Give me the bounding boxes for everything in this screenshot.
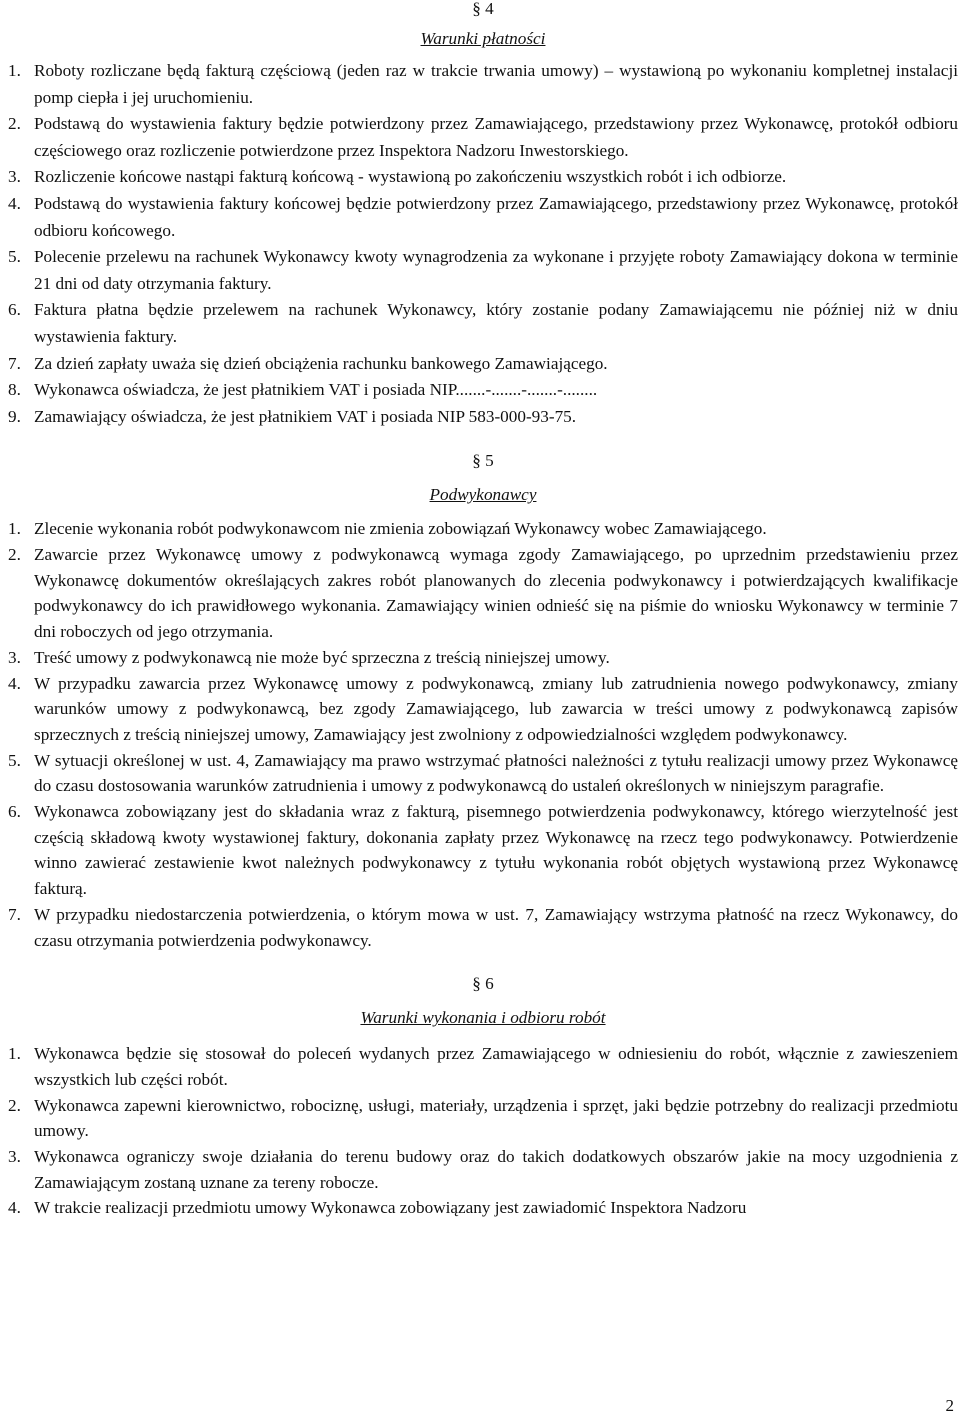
clause-item: [8, 404, 958, 431]
paragraph-sign: § 5: [472, 451, 494, 471]
page-number: 2: [945, 1396, 954, 1415]
clause-item: [8, 111, 958, 164]
clause-number: 1.: [8, 1044, 21, 1064]
clause-text: Zamawiający oświadcza, że jest płatnikiem VAT i posiada NIP 583-000-93-75.: [34, 406, 577, 426]
clause-text: Zawarcie przez Wykonawcę umowy z podwykonawcą wymaga zgody Zamawiającego, po uprzednim przedstawieniu przez Wykonawcę dokumentów określających zakres robót planowanych do zlecenia podwykonawcy i potwierdzających kwalifikacje podwykonawcy do ich prawidłowego wykonania. Zamawiający winien odnieść się na piśmie do wniosku Wykonawcy w terminie 7 dni roboczych od jego otrzymania.: [34, 545, 958, 642]
clause-number: 6.: [8, 802, 21, 822]
clause-item: [8, 377, 958, 404]
clause-item: [8, 58, 958, 111]
clause-text: Rozliczenie końcowe nastąpi fakturą końcową - wystawioną po zakończeniu wszystkich robót i ich odbiorze.: [34, 167, 787, 187]
section-6-header: [8, 971, 958, 1031]
clause-item: [8, 748, 958, 799]
clause-item: [8, 516, 958, 542]
clause-number: 5.: [8, 247, 21, 267]
clause-number: 1.: [8, 61, 21, 80]
clause-item: [8, 164, 958, 191]
clause-item: [8, 671, 958, 748]
clause-text: Polecenie przelewu na rachunek Wykonawcy kwoty wynagrodzenia za wykonane i przyjęte roboty Zamawiający dokona w terminie 21 dni od daty otrzymania faktury.: [34, 247, 958, 293]
clause-text: Zlecenie wykonania robót podwykonawcom nie zmienia zobowiązań Wykonawcy wobec Zamawiającego.: [34, 519, 767, 539]
clause-number: 2.: [8, 114, 21, 134]
section-title: Warunki wykonania i odbioru robót: [360, 1008, 606, 1028]
clause-number: 3.: [8, 647, 21, 667]
clause-item: [8, 1093, 958, 1144]
clause-item: [8, 1041, 958, 1092]
clause-text: Treść umowy z podwykonawcą nie może być sprzeczna z treścią niniejszej umowy.: [34, 647, 610, 667]
clause-text: Wykonawca oświadcza, że jest płatnikiem VAT i posiada NIP.......-.......-.......-........: [34, 380, 598, 400]
clause-text: Podstawą do wystawienia faktury będzie potwierdzony przez Zamawiającego, przedstawiony przez Wykonawcę, protokół odbioru częściowego oraz rozliczenie potwierdzone przez Inspektora Nadzoru Inwestorskiego.: [34, 114, 958, 160]
clause-number: 7.: [8, 353, 21, 373]
clause-text: Za dzień zapłaty uważa się dzień obciążenia rachunku bankowego Zamawiającego.: [34, 353, 608, 373]
clause-number: 2.: [8, 1095, 21, 1115]
clause-list: [8, 58, 958, 430]
paragraph-sign: § 6: [472, 974, 494, 994]
clause-item: [8, 191, 958, 244]
clause-item: [8, 645, 958, 671]
section-6: [8, 971, 958, 1221]
clause-text: W przypadku niedostarczenia potwierdzenia, o którym mowa w ust. 7, Zamawiający wstrzyma płatność na rzecz Wykonawcy, do czasu otrzymania potwierdzenia podwykonawcy.: [34, 904, 958, 950]
clause-item: [8, 542, 958, 645]
clause-item: [8, 244, 958, 297]
section-title: Podwykonawcy: [429, 485, 537, 505]
clause-number: 2.: [8, 545, 21, 565]
clause-number: 4.: [8, 1198, 21, 1218]
section-4: [8, 0, 958, 430]
clause-text: W trakcie realizacji przedmiotu umowy Wykonawca zobowiązany jest zawiadomić Inspektora Nadzoru: [34, 1198, 747, 1218]
clause-text: Wykonawca będzie się stosował do poleceń wydanych przez Zamawiającego w odniesieniu do robót, włącznie z zawieszeniem wszystkich lub części robót.: [34, 1044, 958, 1089]
clause-list: [8, 1041, 958, 1221]
clause-number: 8.: [8, 380, 21, 400]
section-5-header: [8, 448, 958, 508]
clause-number: 1.: [8, 519, 21, 539]
clause-text: W przypadku zawarcia przez Wykonawcę umowy z podwykonawcą, zmiany lub zatrudnienia nowego podwykonawcy, zmiany warunków umowy z podwykonawcą, bez zgody Zamawiającego, lub zawarcia w treści umowy z podwykonawcą zapisów sprzecznych z treścią niniejszej umowy, Zamawiający jest zwolniony z odpowiedzialności względem podwykonawcy.: [34, 673, 958, 744]
clause-number: 6.: [8, 300, 21, 320]
clause-text: Roboty rozliczane będą fakturą częściową (jeden raz w trakcie trwania umowy) – wystawioną po wykonaniu kompletnej instalacji pomp ciepła i jej uruchomieniu.: [34, 61, 958, 107]
section-title: Warunki płatności: [420, 29, 546, 48]
clause-number: 4.: [8, 673, 21, 693]
clause-list: [8, 516, 958, 953]
clause-text: Podstawą do wystawienia faktury końcowej będzie potwierdzony przez Zamawiającego, przedstawiony przez Wykonawcę, protokół odbioru końcowego.: [34, 193, 958, 240]
clause-number: 9.: [8, 406, 21, 426]
clause-item: [8, 799, 958, 902]
clause-number: 5.: [8, 750, 21, 770]
paragraph-sign: § 4: [472, 0, 494, 18]
clause-number: 4.: [8, 193, 21, 213]
clause-text: Wykonawca zapewni kierownictwo, robociznę, usługi, materiały, urządzenia i sprzęt, jaki będzie potrzebny do realizacji przedmiotu umowy.: [34, 1095, 958, 1141]
clause-item: [8, 1195, 958, 1221]
clause-number: 3.: [8, 1147, 21, 1167]
document-page: [8, 0, 958, 1221]
clause-text: Wykonawca ograniczy swoje działania do terenu budowy oraz do takich dodatkowych obszarów jakie na mocy uzgodnienia z Zamawiającym zostaną uznane za tereny robocze.: [34, 1147, 958, 1192]
clause-item: [8, 351, 958, 378]
clause-text: Faktura płatna będzie przelewem na rachunek Wykonawcy, który zostanie podany Zamawiającemu nie później niż w dniu wystawienia faktury.: [34, 300, 958, 346]
clause-item: [8, 297, 958, 350]
clause-number: 7.: [8, 904, 21, 924]
clause-item: [8, 1144, 958, 1195]
clause-item: [8, 902, 958, 953]
section-4-header: [8, 0, 958, 52]
clause-text: W sytuacji określonej w ust. 4, Zamawiający ma prawo wstrzymać płatności należności z tytułu realizacji umowy przez Wykonawcę do czasu dostosowania warunków zatrudnienia i umowy z podwykonawcą do ustaleń określonych w niniejszym paragrafie.: [34, 750, 958, 796]
clause-text: Wykonawca zobowiązany jest do składania wraz z fakturą, pisemnego potwierdzenia podwykonawcy, którego wierzytelność jest częścią składową kwoty wystawionej faktury, dokonania zapłaty przez Wykonawcę na rzecz tego podwykonawcy. Potwierdzenie winno zawierać zestawienie kwot należnych podwykonawcy z tytułu wykonania robót objętych wystawioną przez Wykonawcę fakturą.: [34, 802, 958, 899]
section-5: [8, 448, 958, 953]
clause-number: 3.: [8, 167, 21, 187]
